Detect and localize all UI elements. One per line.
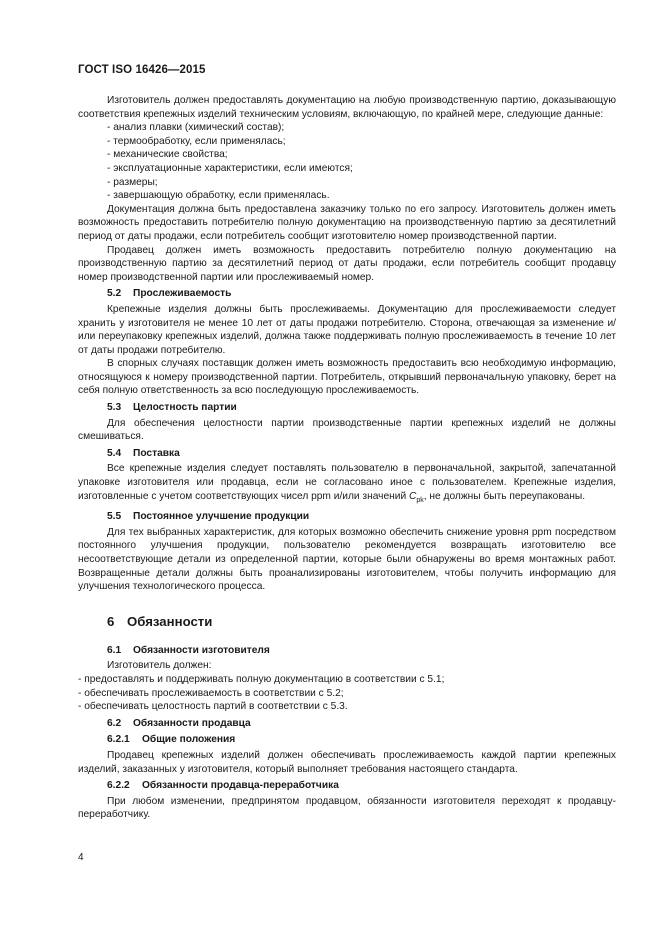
list-item: - завершающую обработку, если применялась. (107, 190, 330, 202)
section-heading (107, 717, 616, 731)
paragraph: В спорных случаях поставщик должен иметь возможность предоставить всю необходимую информацию, относящуюся к номеру производственной партии. Потребитель, открывший первоначальную упаковку, берет на себя полную ответственность за всю последующую прослеживаемость. (78, 358, 616, 397)
chapter-title: Обязанности (127, 613, 213, 629)
section-number: 5.4 (107, 447, 122, 459)
list-item: - размеры; (107, 176, 158, 188)
subsection-number: 6.2.1 (107, 734, 130, 746)
cpk-symbol: C (408, 490, 417, 502)
list-item: - обеспечивать прослеживаемость в соответствии с 5.2; (78, 687, 344, 699)
paragraph: Изготовитель должен предоставлять документацию на любую производственную партию, доказывающую соответствия крепежных изделий техническим условиям, включающую, по крайней мере, следующие данные: (78, 95, 616, 120)
paragraph-text: , не должны быть переупакованы. (423, 490, 586, 502)
subsection-heading (107, 733, 616, 747)
subsection-title: Обязанности продавца-переработчика (142, 780, 339, 792)
section-heading (107, 447, 616, 461)
list-item: - обеспечивать целостность партий в соответствии с 5.3. (78, 701, 348, 713)
paragraph: Продавец крепежных изделий должен обеспечивать прослеживаемость каждой партии крепежных изделий, заказанных у изготовителя, который выполняет требования настоящего стандарта. (78, 749, 616, 775)
section-number: 6.2 (107, 717, 122, 729)
list-item: - анализ плавки (химический состав); (107, 122, 285, 134)
cpk-subscript: pk (416, 496, 424, 504)
paragraph: При любом изменении, предпринятом продавцом, обязанности изготовителя переходят к продавцу-переработчику. (78, 795, 616, 821)
section-heading (107, 510, 616, 524)
document-body (78, 94, 616, 822)
list-item: - механические свойства; (107, 149, 228, 161)
section-heading (107, 401, 616, 415)
section-heading (107, 287, 616, 301)
paragraph: Продавец должен иметь возможность предоставить потребителю полную документацию на производственную партию за десятилетний период от даты продажи, если потребитель сообщит продавцу номер производственной партии или прослеживаемый номер. (78, 244, 616, 283)
paragraph (78, 462, 616, 507)
paragraph: Изготовитель должен: (107, 660, 212, 672)
paragraph: Для обеспечения целостности партии производственные партии крепежных изделий не должны смешиваться. (78, 417, 616, 443)
list-item: - предоставлять и поддерживать полную документацию в соответствии с 5.1; (78, 674, 445, 685)
document-header: ГОСТ ISO 16426—2015 (78, 64, 206, 76)
section-title: Обязанности продавца (133, 717, 251, 729)
chapter-heading (107, 614, 616, 630)
section-title: Постоянное улучшение продукции (133, 511, 310, 523)
section-number: 5.3 (107, 402, 122, 414)
list-item: - эксплуатационные характеристики, если имеются; (107, 162, 353, 174)
paragraph: Документация должна быть предоставлена заказчику только по его запросу. Изготовитель должен иметь возможность предоставить потребителю полную документацию на производственную партию за десятилетний период от даты продажи, если потребитель сообщит изготовителю номер производственной партии. (78, 203, 616, 242)
section-number: 5.5 (107, 511, 122, 523)
chapter-number: 6 (107, 613, 115, 629)
list-item: - термообработку, если применялась; (107, 135, 286, 147)
subsection-heading (107, 779, 616, 793)
section-number: 5.2 (107, 288, 122, 300)
section-title: Обязанности изготовителя (133, 644, 270, 656)
paragraph: Для тех выбранных характеристик, для которых возможно обеспечить снижение уровня ppm посредством постоянного улучшения продукции, пользователю рекомендуется возвращать изготовителю все несоответствующие детали из определенной партии, которые были обнаружены во время монтажных работ. Возвращенные детали должны быть проанализированы изготовителем, чтобы получить информацию для улучшения технологического процесса. (78, 526, 616, 593)
page-number: 4 (78, 852, 84, 863)
section-heading (107, 644, 616, 658)
section-title: Поставка (133, 447, 180, 459)
paragraph-text: Все крепежные изделия следует поставлять пользователю в первоначальной, закрытой, запечатанной упаковке изготовителя или продавца, если не согласовано иное с пользователем. Крепежные изделия, изготовленные с учетом соответствующих чисел ppm и/или значений (78, 463, 616, 502)
subsection-title: Общие положения (142, 734, 236, 746)
section-number: 6.1 (107, 644, 122, 656)
section-title: Целостность партии (133, 402, 237, 414)
section-title: Прослеживаемость (133, 288, 232, 300)
paragraph: Крепежные изделия должны быть прослеживаемы. Документацию для прослеживаемости следует хранить у изготовителя не менее 10 лет от даты продажи потребителю. Сторона, отвечающая за изменение и/или переупаковку крепежных изделий, должна также поддерживать полную прослеживаемость в течение 10 лет от даты продажи потребителю. (78, 303, 616, 356)
subsection-number: 6.2.2 (107, 780, 130, 792)
